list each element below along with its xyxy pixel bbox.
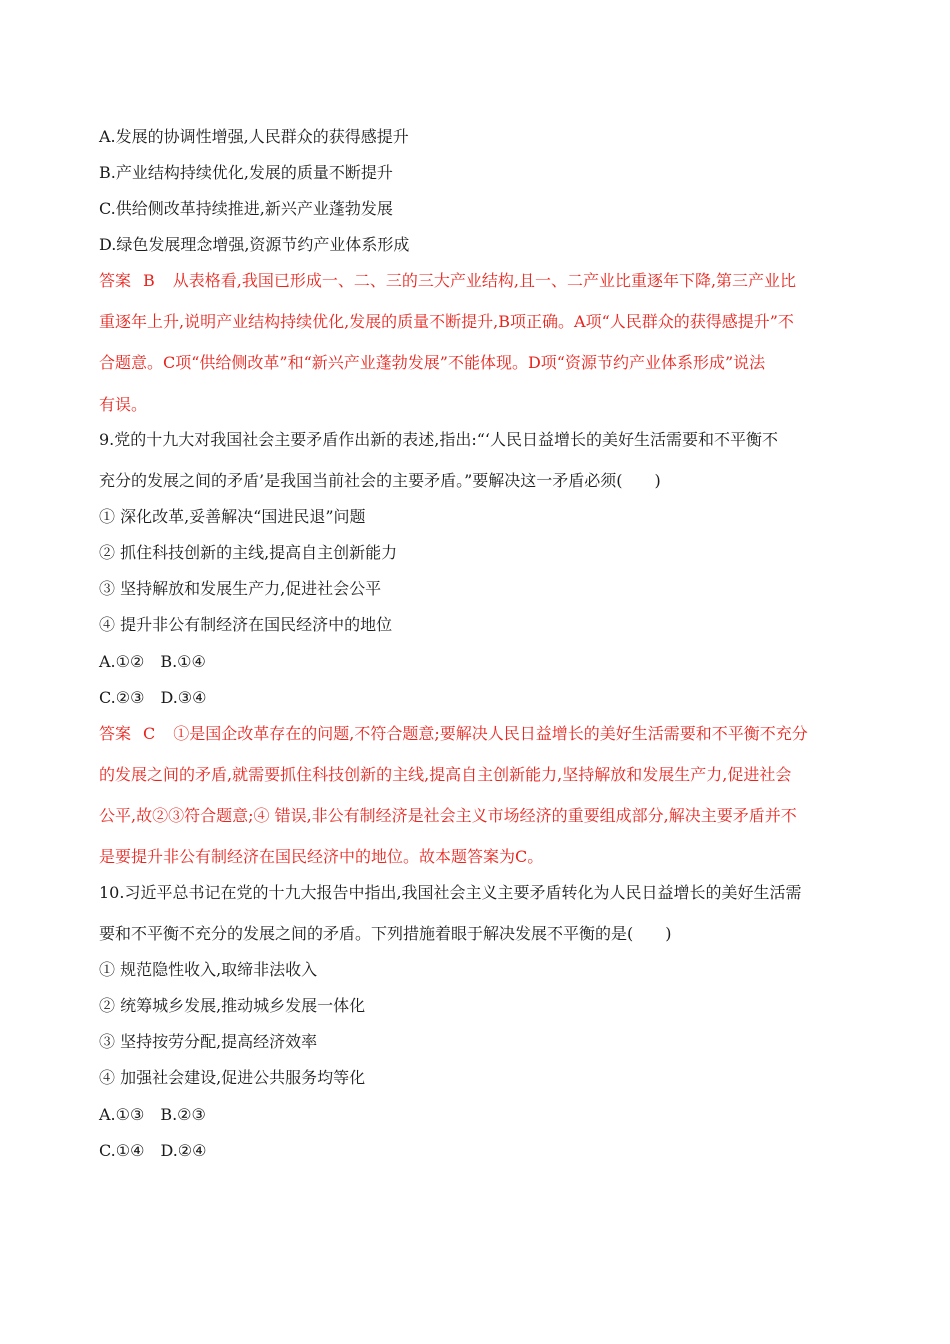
q10-stem-line: 要和不平衡不充分的发展之间的矛盾。下列措施着眼于解决发展不平衡的是( ) [99, 924, 672, 943]
q9-answer-label: 答案 [99, 724, 132, 743]
q9-answer-key: C [143, 724, 156, 743]
q9-options-cd: C.②③ D.③④ [99, 688, 207, 707]
q8-answer-label: 答案 [99, 271, 132, 290]
q9-item-2: ② 抓住科技创新的主线,提高自主创新能力 [99, 543, 398, 562]
q10-item-4: ④ 加强社会建设,促进公共服务均等化 [99, 1068, 366, 1087]
q10-item-2: ② 统筹城乡发展,推动城乡发展一体化 [99, 996, 366, 1015]
q9-answer-line [99, 724, 808, 744]
q10-stem-line: 10.习近平总书记在党的十九大报告中指出,我国社会主义主要矛盾转化为人民日益增长的美好生活需 [99, 883, 802, 902]
q10-options-cd: C.①④ D.②④ [99, 1141, 207, 1160]
q10-item-1: ① 规范隐性收入,取缔非法收入 [99, 960, 318, 979]
q8-option-d: D.绿色发展理念增强,资源节约产业体系形成 [99, 235, 410, 254]
q8-explanation-line: 从表格看,我国已形成一、二、三的三大产业结构,且一、二产业比重逐年下降,第三产业比 [172, 271, 797, 290]
q9-item-1: ① 深化改革,妥善解决“国进民退”问题 [99, 507, 366, 526]
q8-option-c: C.供给侧改革持续推进,新兴产业蓬勃发展 [99, 199, 393, 218]
q10-item-3: ③ 坚持按劳分配,提高经济效率 [99, 1032, 318, 1051]
q9-options-ab: A.①② B.①④ [99, 652, 206, 671]
q9-explanation-line: 是要提升非公有制经济在国民经济中的地位。故本题答案为C。 [99, 847, 544, 866]
q8-option-b: B.产业结构持续优化,发展的质量不断提升 [99, 163, 393, 182]
q9-stem-line: 9.党的十九大对我国社会主要矛盾作出新的表述,指出:“‘人民日益增长的美好生活需要和不平衡不 [99, 430, 779, 449]
q9-stem-line: 充分的发展之间的矛盾’是我国当前社会的主要矛盾。”要解决这一矛盾必须( ) [99, 471, 661, 490]
q9-item-4: ④ 提升非公有制经济在国民经济中的地位 [99, 615, 393, 634]
q9-explanation-line: 公平,故②③符合题意;④ 错误,非公有制经济是社会主义市场经济的重要组成部分,解决主要矛盾并不 [99, 806, 797, 825]
q8-option-a: A.发展的协调性增强,人民群众的获得感提升 [99, 127, 409, 146]
q9-explanation-line: ①是国企改革存在的问题,不符合题意;要解决人民日益增长的美好生活需要和不平衡不充分 [173, 724, 808, 743]
q9-explanation-line: 的发展之间的矛盾,就需要抓住科技创新的主线,提高自主创新能力,坚持解放和发展生产力,促进社会 [99, 765, 792, 784]
q8-explanation-line: 有误。 [99, 395, 148, 414]
q10-options-ab: A.①③ B.②③ [99, 1105, 206, 1124]
q8-explanation-line: 合题意。C项“供给侧改革”和“新兴产业蓬勃发展”不能体现。D项“资源节约产业体系形成”说法 [99, 353, 766, 372]
q8-answer-key: B [143, 271, 155, 290]
q8-explanation-line: 重逐年上升,说明产业结构持续优化,发展的质量不断提升,B项正确。A项“人民群众的获得感提升”不 [99, 312, 794, 331]
q8-answer-line [99, 271, 796, 291]
q9-item-3: ③ 坚持解放和发展生产力,促进社会公平 [99, 579, 382, 598]
